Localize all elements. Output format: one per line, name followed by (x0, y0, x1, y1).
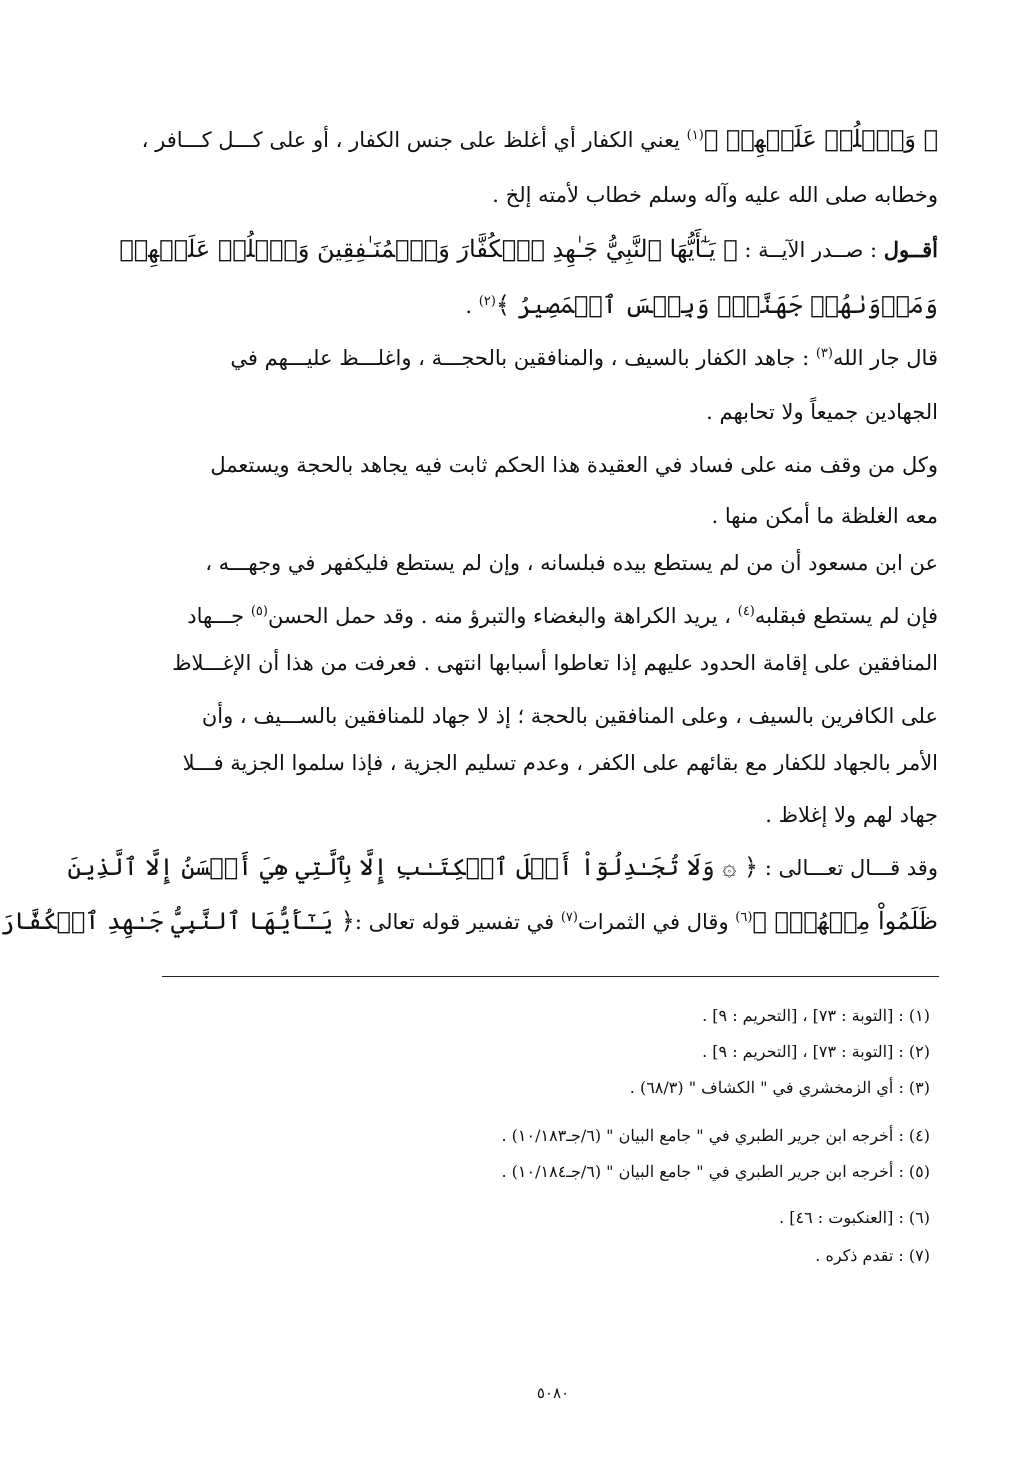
footnote-marker: (٢) (478, 294, 496, 309)
footnote-6: (٦) : [العنكبوت : ٤٦] . (779, 1208, 930, 1227)
footnote-separator (162, 976, 939, 977)
text-segment: وقال في الثمرات (577, 910, 736, 934)
text-segment: معه الغلظة ما أمكن منها . (711, 504, 938, 528)
text-segment: وقد قـــال تعـــالى : (758, 856, 938, 880)
text-line-10 (168, 601, 938, 631)
footnote-4: (٤) : أخرجه ابن جرير الطبري في " جامع البيان " (٦/جـ١٠/١٨٣) . (501, 1126, 930, 1145)
text-segment: الجهادين جميعاً ولا تحابهم . (706, 400, 938, 424)
footnote-marker: (٤) (737, 604, 755, 619)
footnote-marker: (٥) (250, 604, 268, 619)
quran-quote: ظَلَمُواْ مِنۡهُمۡۖ ﴾ (752, 907, 938, 935)
quran-quote: ﴿ ۞ وَلَا تُجَـٰدِلُوٓاْ أَهۡلَ ٱلۡكِتَـٰبِ إِلَّا بِٱلَّتِي هِيَ أَحۡسَنُ إِلَّا ٱلَّذِينَ (67, 853, 759, 881)
quran-quote: ﴿ يَـٰٓأَيُّهَا ٱلنَّبِيُّ جَـٰهِدِ ٱلۡكُفَّارَ وَٱلۡمُنَـٰفِقِينَ وَٱغۡلُظۡ عَلَيۡهِمۡ (119, 235, 738, 263)
footnote-7: (٧) : تقدم ذكره . (815, 1246, 930, 1265)
text-segment: : صــدر الآيــة : (737, 238, 884, 262)
text-segment: وكل من وقف منه على فساد في العقيدة هذا الحكم ثابت فيه يجاهد بالحجة ويستعمل (210, 453, 938, 477)
quran-quote: ﴿ وَٱغۡلُظۡ عَلَيۡهِمۡ ﴾ (703, 125, 938, 153)
text-segment: قال جار الله (832, 346, 938, 370)
footnote-marker: (٧) (560, 910, 578, 925)
text-line-14 (168, 800, 938, 830)
text-segment: . (465, 294, 479, 318)
text-segment: المنافقين على إقامة الحدود عليهم إذا تعاطوا أسبابها انتهى . فعرفت من هذا أن الإغـــلاظ (172, 651, 938, 675)
text-segment: فإن لم يستطع فبقلبه (754, 604, 938, 628)
bold-term: أقــول (883, 237, 938, 262)
text-line-9 (168, 548, 938, 578)
text-line-5 (168, 343, 938, 373)
text-segment: : جاهد الكفار بالسيف ، والمنافقين بالحجـــة ، واغلـــظ عليـــهم في (230, 346, 816, 370)
text-segment: في تفسير قوله تعالى : (354, 910, 561, 934)
text-line-3 (119, 234, 938, 265)
text-segment: على الكافرين بالسيف ، وعلى المنافقين بالحجة ؛ إذ لا جهاد للمنافقين بالســـيف ، وأن (201, 704, 938, 728)
text-line-1 (141, 124, 938, 155)
text-line-15 (67, 852, 938, 883)
text-segment: وخطابه صلى الله عليه وآله وسلم خطاب لأمته إلخ . (492, 183, 938, 207)
text-segment: ، يريد الكراهة والبغضاء والتبرؤ منه . وقد حمل الحسن (267, 604, 738, 628)
text-line-11 (168, 648, 938, 678)
footnote-3: (٣) : أي الزمخشري في " الكشاف " (٦٨/٣) . (629, 1078, 930, 1097)
text-segment: عن ابن مسعود أن من لم يستطع بيده فبلسانه ، وإن لم يستطع فليكفهر في وجهـــه ، (205, 551, 938, 575)
text-segment: يعني الكفار أي أغلظ على جنس الكفار ، أو على كـــل كـــافر ، (141, 128, 687, 152)
footnote-marker: (١) (686, 128, 704, 143)
footnote-2: (٢) : [التوبة : ٧٣] ، [التحريم : ٩] . (702, 1042, 930, 1061)
text-line-13 (168, 748, 938, 778)
page-number: ٥٠٨٠ (536, 1384, 570, 1402)
text-line-12 (168, 701, 938, 731)
text-segment: جـــهاد (187, 604, 251, 628)
text-line-6 (168, 397, 938, 427)
text-segment: الأمر بالجهاد للكفار مع بقائهم على الكفر ، وعدم تسليم الجزية ، فإذا سلموا الجزية فـــلا (182, 751, 938, 775)
footnote-marker: (٦) (735, 910, 753, 925)
text-line-2 (168, 180, 938, 210)
footnote-1: (١) : [التوبة : ٧٣] ، [التحريم : ٩] . (702, 1006, 930, 1025)
footnote-5: (٥) : أخرجه ابن جرير الطبري في " جامع البيان " (٦/جـ١٠/١٨٤) . (501, 1162, 930, 1181)
quran-quote: ﴿ يَـٰٓأَيُّهَا ٱلنَّبِيُّ جَـٰهِدِ ٱلۡكُفَّارَ (0, 907, 355, 935)
text-line-8 (168, 501, 938, 531)
quran-quote: وَمَأۡوَىٰهُمۡ جَهَنَّمُۖ وَبِئۡسَ ٱلۡمَصِيرُ ﴾ (495, 291, 938, 319)
footnote-marker: (٣) (815, 346, 833, 361)
text-line-4 (168, 290, 938, 321)
text-segment: جهاد لهم ولا إغلاظ . (765, 803, 938, 827)
text-line-7 (168, 450, 938, 480)
text-line-16 (0, 906, 938, 937)
